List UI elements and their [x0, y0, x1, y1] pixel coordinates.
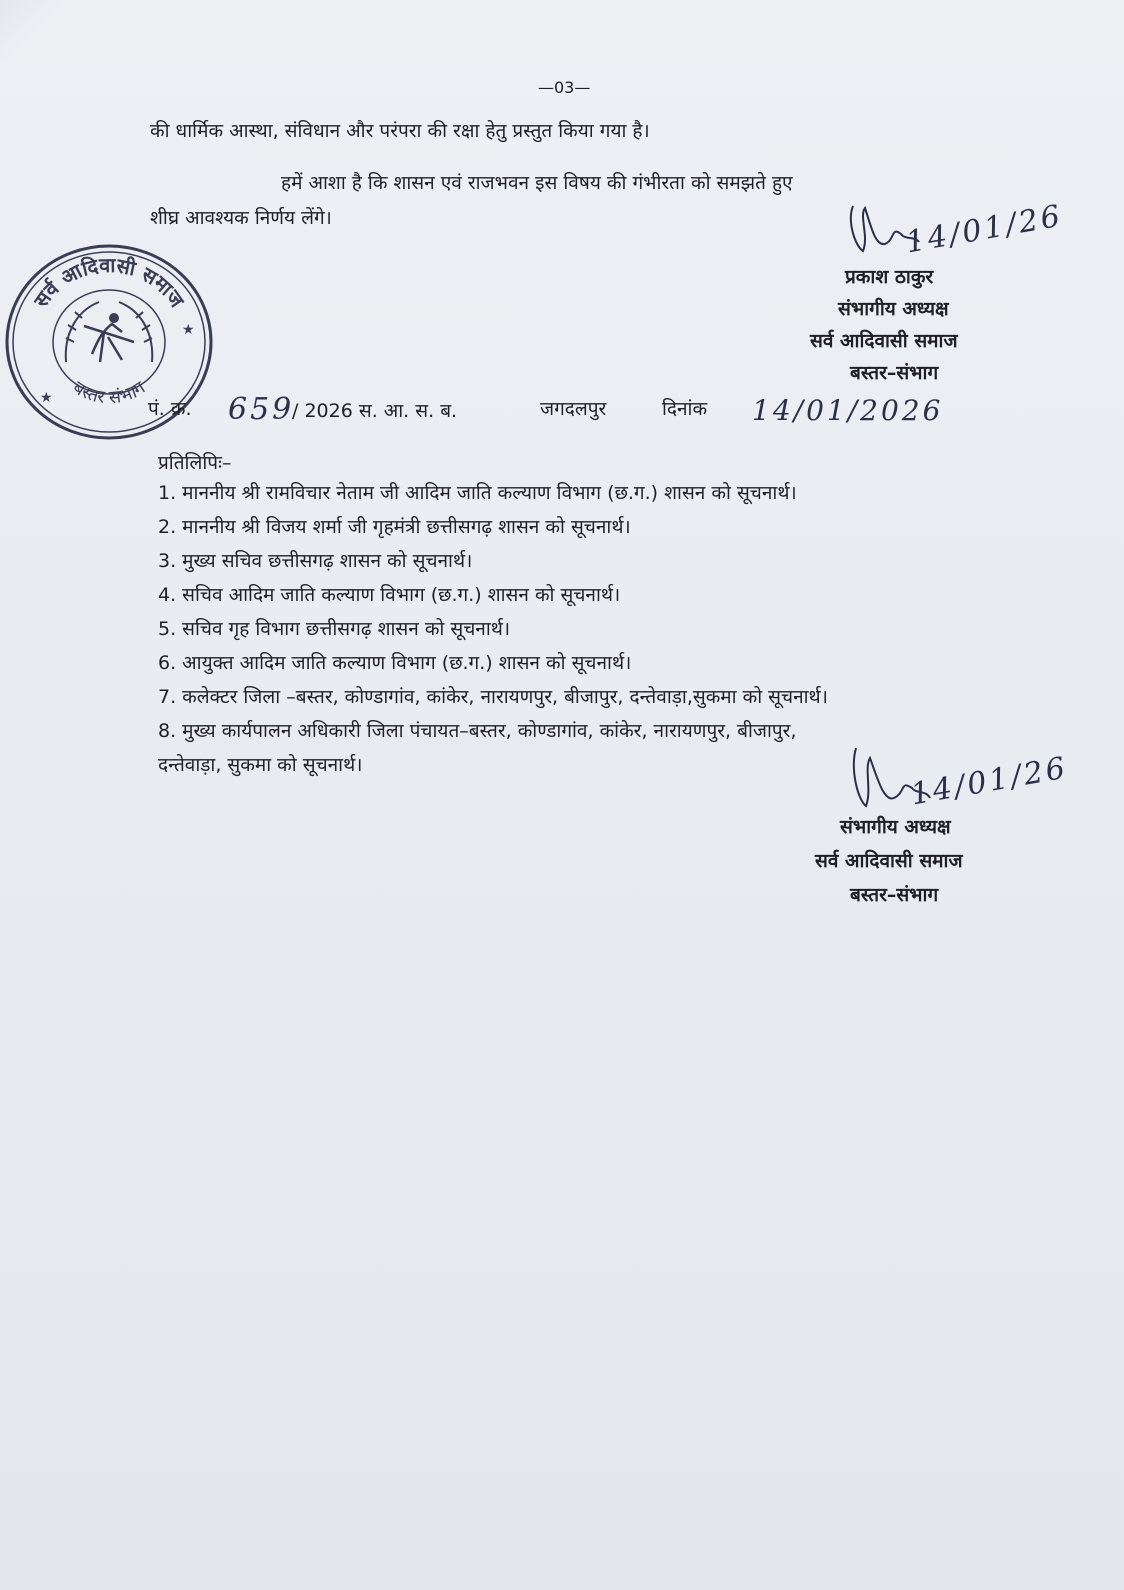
paragraph-1: की धार्मिक आस्था, संविधान और परंपरा की रक्षा हेतु प्रस्तुत किया गया है। [150, 120, 650, 142]
reference-place: जगदलपुर [540, 398, 607, 420]
svg-text:सर्व आदिवासी समाज: सर्व आदिवासी समाज [28, 252, 190, 312]
signatory-organization: सर्व आदिवासी समाज [810, 330, 958, 352]
copy-to-item: 3. मुख्य सचिव छत्तीसगढ़ शासन को सूचनार्थ। [158, 550, 473, 572]
signatory-2-organization: सर्व आदिवासी समाज [815, 850, 963, 872]
svg-text:★: ★ [40, 390, 53, 406]
reference-date-label: दिनांक [662, 398, 708, 420]
paragraph-2-line-1: हमें आशा है कि शासन एवं राजभवन इस विषय की गंभीरता को समझते हुए [281, 172, 793, 194]
signature-2-date: 14/01/26 [908, 750, 1071, 813]
reference-prefix: पं. क्र. [148, 398, 192, 420]
svg-text:★: ★ [182, 322, 195, 338]
copy-to-item: 1. माननीय श्री रामविचार नेताम जी आदिम जाति कल्याण विभाग (छ.ग.) शासन को सूचनार्थ। [158, 482, 797, 504]
reference-date-value: 14/01/2026 [752, 394, 944, 427]
copy-to-item: 4. सचिव आदिम जाति कल्याण विभाग (छ.ग.) शासन को सूचनार्थ। [158, 584, 621, 606]
copy-to-item: 5. सचिव गृह विभाग छत्तीसगढ़ शासन को सूचनार्थ। [158, 618, 511, 640]
reference-suffix: / 2026 स. आ. स. ब. [292, 400, 458, 422]
signatory-name: प्रकाश ठाकुर [845, 266, 934, 288]
paragraph-2-line-2: शीघ्र आवश्यक निर्णय लेंगे। [150, 207, 332, 229]
svg-text:बस्तर संभाग: बस्तर संभाग [68, 377, 150, 409]
copy-to-item: 8. मुख्य कार्यपालन अधिकारी जिला पंचायत–बस्तर, कोण्डागांव, कांकेर, नारायणपुर, बीजापुर, [158, 720, 797, 742]
signatory-designation: संभागीय अध्यक्ष [838, 298, 949, 320]
page-number: —03— [538, 78, 591, 97]
copy-to-item: 6. आयुक्त आदिम जाति कल्याण विभाग (छ.ग.) शासन को सूचनार्थ। [158, 652, 632, 674]
copy-to-item: 2. माननीय श्री विजय शर्मा जी गृहमंत्री छत्तीसगढ़ शासन को सूचनार्थ। [158, 516, 631, 538]
reference-suffix-text: 2026 स. आ. स. ब. [304, 400, 458, 422]
copy-to-item-continuation: दन्तेवाड़ा, सुकमा को सूचनार्थ। [158, 754, 363, 776]
signatory-2-designation: संभागीय अध्यक्ष [840, 816, 951, 838]
page-fold-shadow [0, 0, 60, 60]
signatory-2-region: बस्तर–संभाग [850, 884, 939, 906]
copy-to-heading: प्रतिलिपिः– [158, 452, 232, 474]
signature-1-date: 14/01/26 [903, 198, 1066, 261]
signatory-region: बस्तर–संभाग [850, 362, 939, 384]
copy-to-item: 7. कलेक्टर जिला –बस्तर, कोण्डागांव, कांकेर, नारायणपुर, बीजापुर, दन्तेवाड़ा,सुकमा को सूचनार्थ। [158, 686, 828, 708]
reference-number: 659 [228, 392, 295, 427]
